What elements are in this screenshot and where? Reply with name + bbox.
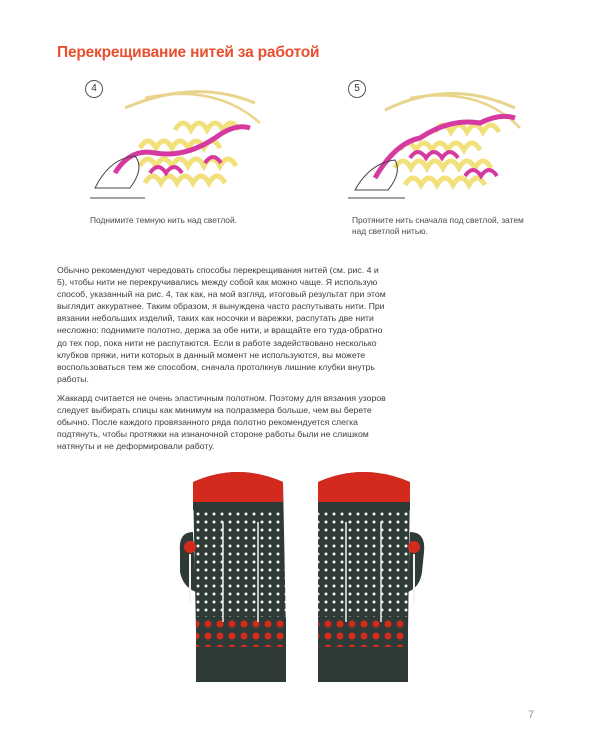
paragraph: Обычно рекомендуют чередовать способы перекрещивания нитей (см. рис. 4 и 5), чтобы нити не перекручивались между собой как можно чаще. Я использую способ, указанный на рис. 4, так как, на мой взгляд, итоговый результат при этом выглядит аккуратнее. Таким образом, я вынуждена часто распутывать нити. При вязании небольших изделий, таких как носочки и варежки, распутать две нити несложно: поднимите полотно, держа за обе нити, и вращайте его туда-обратно до тех пор, пока нити не распутаются. Если в работе задействовано несколько клубков пряжи, нити которых в данный момент не используются, вы можете воспользоваться тем же способом, сначала протолкнув лишние клубки внутрь работы. xyxy=(57,265,386,384)
figure-5-caption: Протяните нить сначала под светлой, затем над светлой нитью. xyxy=(352,215,524,236)
dark-yarn xyxy=(115,127,250,173)
figure-4-illustration xyxy=(85,78,280,203)
figure-number-badge: 5 xyxy=(348,80,366,98)
right-mitten xyxy=(318,472,424,682)
figure-4-caption: Поднимите темную нить над светлой. xyxy=(90,215,237,225)
section-title: Перекрещивание нитей за работой xyxy=(57,44,320,61)
knitting-diagram-5 xyxy=(340,78,540,203)
knitting-diagram-4 xyxy=(85,78,280,203)
body-text xyxy=(57,264,387,459)
left-mitten xyxy=(180,472,286,682)
mittens-image xyxy=(178,462,428,702)
figure-number-badge: 4 xyxy=(85,80,103,98)
paragraph: Жаккард считается не очень эластичным полотном. Поэтому для вязания узоров следует выбирать спицы как минимум на полразмера больше, чем вы берете обычно. После каждого провязанного ряда полотно рекомендуется слегка подтянуть, чтобы протяжки на изнаночной стороне работы были не слишком натянуты и не деформировали работу. xyxy=(57,392,386,452)
figure-5-illustration xyxy=(340,78,540,203)
mittens-photo xyxy=(178,462,428,702)
page-number: 7 xyxy=(528,709,535,721)
